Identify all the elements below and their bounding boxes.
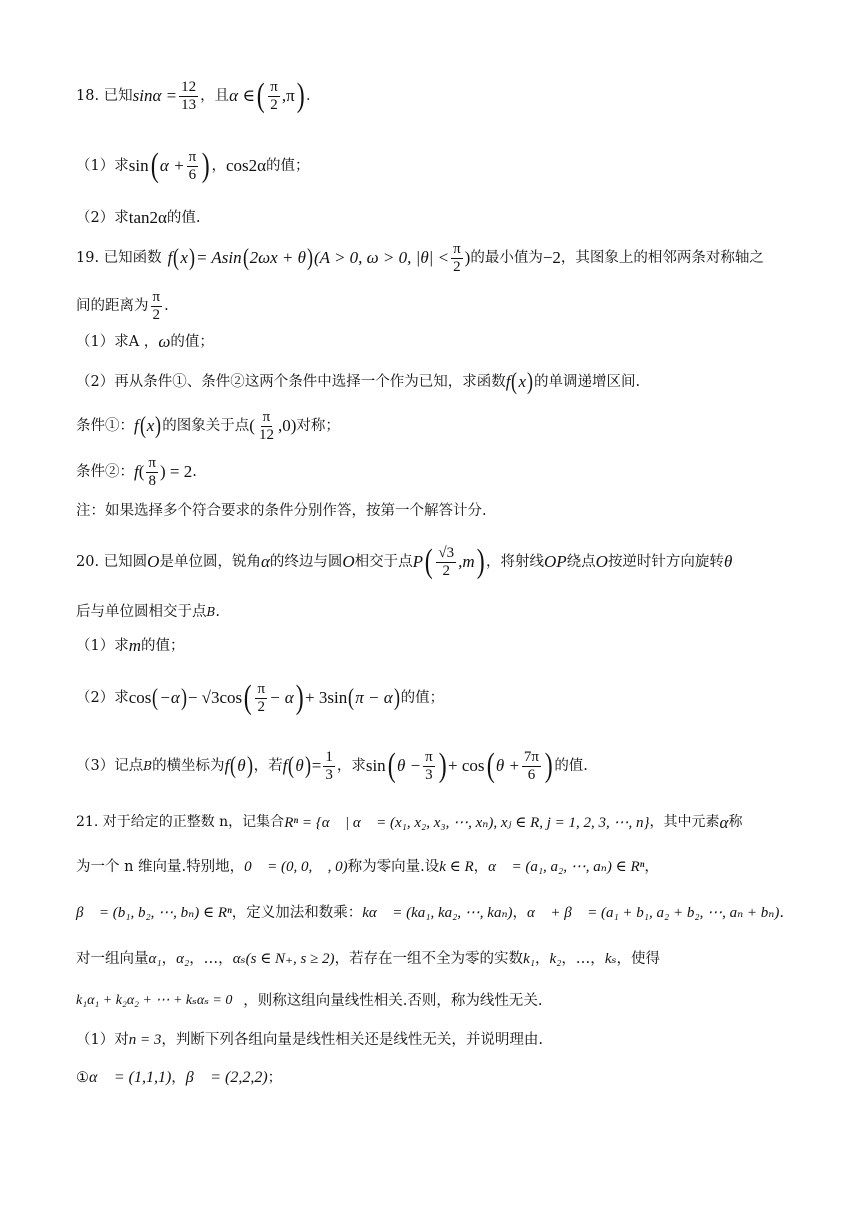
q20-frac-7pi-6: $\frac{7\pi}{6}$	[523, 749, 539, 783]
q18-part2: （2）求 tan2α 的值.	[76, 208, 201, 228]
q20-frac-pi-2: $\frac{\pi}{2}$	[257, 681, 266, 715]
q20-part1: （1）求 m 的值；	[76, 636, 185, 656]
q21-line1: 21. 对于给定的正整数 n，记集合 Rⁿ = {α⃗ | α⃗ = (x₁, x₂, x₃, ⋯, xₙ), xⱼ ∈ R, j = 1, 2, 3, ⋯, n} ，其中元素 α 称	[76, 813, 743, 833]
q19-condition1: 条件①： f ( x ) 的图象关于点 ( $\frac{\pi}{12}$ ,0) 对称；	[76, 409, 340, 443]
q19-note: 注：如果选择多个符合要求的条件分别作答，按第一个解答计分.	[76, 502, 487, 519]
q18-part1: （1）求 sin ( α + $\frac{\pi}{6}$ ) ， cos2α 的值；	[76, 147, 310, 184]
q18-sin-alpha: sinα =	[132, 86, 178, 106]
q20-part3: （3）记点 B 的横坐标为 f ( θ ) ，若 f ( θ ) = $\frac{1}{3}$ ，求 sin ( θ − $\frac{\pi}{3}$ ) + cos ( θ + $\frac{7\pi}{6}$ ) 的值.	[76, 747, 588, 784]
q19-stem: 19. 已知函数 f ( x ) = Asin ( 2ωx + θ ) (A > 0, ω > 0, |θ| < $\frac{\pi}{2}$ ) 的最小值为 −2 ，其图象上的相邻两条对称轴之	[76, 241, 764, 275]
q18-frac-pi-6: $\frac{\pi}{6}$	[188, 149, 197, 183]
q18-frac-pi-2: $\frac{\pi}{2}$	[270, 79, 278, 113]
q21-line5: k₁α₁ + k₂α₂ + ⋯ + kₛαₛ = 0⃗ ，则称这组向量线性相关.否则，称为线性无关.	[76, 992, 543, 1009]
q19-stem-cont: 间的距离为 $\frac{\pi}{2}$ .	[76, 289, 169, 323]
q18-frac-12-13: $\frac{12}{13}$	[181, 79, 197, 113]
q19-frac-pi-12: $\frac{\pi}{12}$	[258, 409, 274, 443]
q18-stem: 18. 已知 sinα = $\frac{12}{13}$ ，且 α ∈ ( $\frac{\pi}{2}$ ,π ) ．	[76, 77, 321, 114]
q21-line3: β⃗ = (b₁, b₂, ⋯, bₙ) ∈ Rⁿ ，定义加法和数乘： kα⃗ = (ka₁, ka₂, ⋯, kaₙ) ， α⃗ + β⃗ = (a₁ + b₁, a₂ + b₂, ⋯, aₙ + bₙ) .	[76, 904, 784, 921]
q21-line4: 对一组向量 α₁ ， α₂ ，…， αₛ (s ∈ N₊, s ≥ 2) ，若存在一组不全为零的实数 k₁ ， k₂ ，…， kₛ ，使得	[76, 950, 661, 967]
q20-stem-cont: 后与单位圆相交于点 B .	[76, 603, 220, 620]
q21-case1: ① α⃗ = (1,1,1) ， β⃗ = (2,2,2) ；	[76, 1069, 283, 1086]
q19-frac-pi-8: $\frac{\pi}{8}$	[148, 455, 156, 489]
q21-line2: 为一个 n 维向量.特别地， 0⃗ = (0, 0, ⋯, 0) 称为零向量.设 k ∈ R ， α⃗ = (a₁, a₂, ⋯, aₙ) ∈ Rⁿ ，	[76, 858, 659, 875]
q20-frac-pi-3: $\frac{\pi}{3}$	[425, 749, 433, 783]
q19-part2: （2）再从条件①、条件②这两个条件中选择一个作为已知，求函数 f ( x ) 的单调递增区间.	[76, 369, 641, 395]
q21-part1: （1）对 n = 3 ，判断下列各组向量是线性相关还是线性无关，并说明理由.	[76, 1031, 543, 1048]
q19-frac-pi-2b: $\frac{\pi}{2}$	[152, 289, 161, 323]
q19-condition2: 条件②： f ( $\frac{\pi}{8}$ ) = 2 .	[76, 455, 197, 489]
q19-frac-pi-2: $\frac{\pi}{2}$	[453, 241, 461, 275]
q20-frac-sqrt3-2: $\frac{√3}{2}$	[438, 545, 455, 579]
q18-label: 18. 已知	[76, 87, 133, 104]
q20-stem: 20. 已知圆 O 是单位圆，锐角 α 的终边与圆 O 相交于点 P ( $\frac{√3}{2}$ ,m ) ，将射线 OP 绕点 O 按逆时针方向旋转 θ	[76, 543, 733, 580]
q20-part2: （2）求 cos ( −α ) − √3cos ( $\frac{\pi}{2}$ − α ) + 3sin ( π − α ) 的值；	[76, 679, 445, 716]
q20-frac-1-3: $\frac{1}{3}$	[325, 749, 333, 783]
q19-part1: （1）求A ， ω 的值；	[76, 332, 214, 352]
